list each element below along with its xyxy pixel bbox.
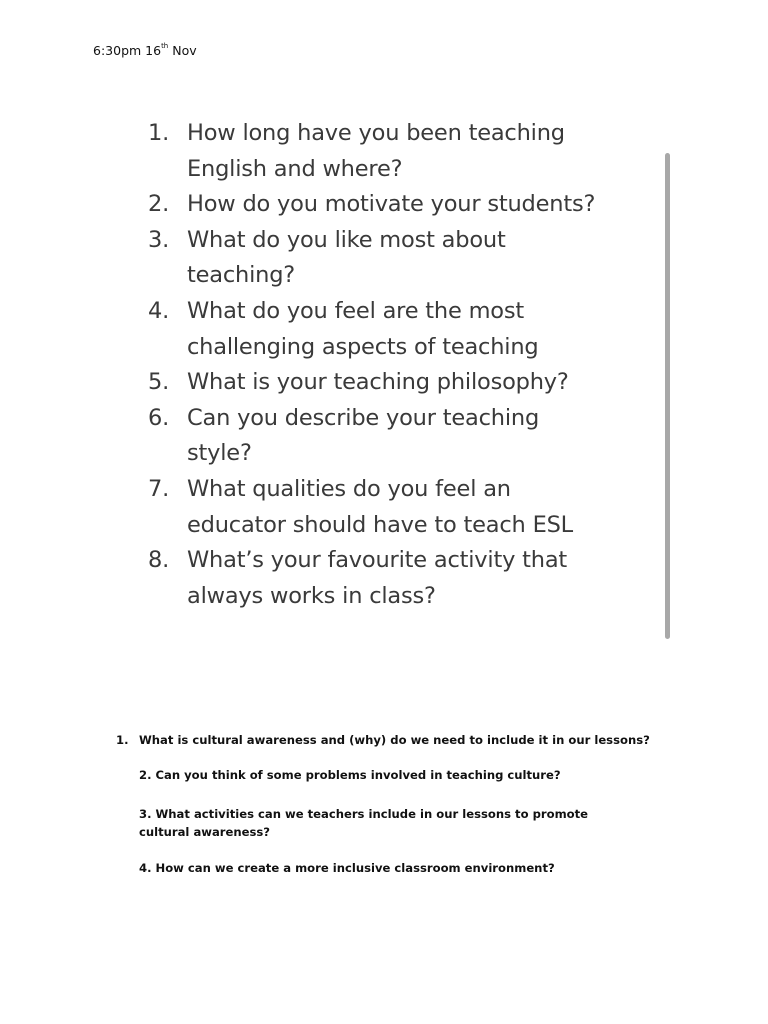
- question-item-2: [148, 187, 595, 223]
- question-item-5: [148, 365, 595, 401]
- question-number: 2.: [148, 191, 170, 218]
- discussion-question-2: 2. Can you think of some problems involved in teaching culture?: [139, 768, 561, 782]
- question-line: English and where?: [187, 155, 403, 182]
- question-line: How do you motivate your students?: [187, 191, 596, 218]
- question-item-6: [148, 401, 595, 437]
- question-item-8: [148, 543, 595, 579]
- question-line: What is your teaching philosophy?: [187, 369, 569, 396]
- question-item-8-cont: [148, 579, 595, 615]
- question-line: Can you describe your teaching: [187, 404, 540, 431]
- question-line: What qualities do you feel an: [187, 475, 511, 502]
- question-number: 4.: [148, 297, 170, 324]
- discussion-question-1-number: 1.: [116, 733, 129, 747]
- question-line: challenging aspects of teaching: [187, 333, 539, 360]
- question-item-6-cont: [148, 436, 595, 472]
- question-line: educator should have to teach ESL: [187, 511, 573, 538]
- timestamp: [93, 43, 197, 58]
- question-item-7: [148, 472, 595, 508]
- image-scrollbar: [665, 153, 670, 639]
- question-number: 8.: [148, 547, 170, 574]
- discussion-question-3: 3. What activities can we teachers include in our lessons to promote cultural awareness?: [139, 807, 589, 839]
- timestamp-ordinal: th: [161, 42, 169, 50]
- discussion-question-4: 4. How can we create a more inclusive classroom environment?: [139, 861, 555, 875]
- question-item-3-cont: [148, 258, 595, 294]
- timestamp-time: 6:30pm 16: [93, 43, 162, 58]
- question-line: What do you feel are the most: [187, 297, 525, 324]
- question-number: 5.: [148, 369, 170, 396]
- question-line: always works in class?: [187, 582, 436, 609]
- question-item-1: [148, 116, 595, 152]
- question-line: How long have you been teaching: [187, 120, 565, 146]
- question-number: 7.: [148, 475, 170, 502]
- question-line: What do you like most about: [187, 226, 506, 253]
- timestamp-month: Nov: [172, 43, 197, 58]
- question-item-4-cont: [148, 330, 595, 366]
- question-line: teaching?: [187, 262, 296, 289]
- discussion-question-1: What is cultural awareness and (why) do we need to include it in our lessons?: [139, 733, 650, 747]
- question-item-3: [148, 223, 595, 259]
- question-number: 3.: [148, 226, 170, 253]
- question-item-4: [148, 294, 595, 330]
- question-number: 1.: [148, 120, 170, 146]
- question-line: style?: [187, 440, 252, 467]
- question-line: What’s your favourite activity that: [187, 547, 568, 574]
- question-number: 6.: [148, 404, 170, 431]
- question-item-1-cont: [148, 152, 595, 188]
- interview-question-list: [148, 116, 595, 614]
- question-item-7-cont: [148, 508, 595, 544]
